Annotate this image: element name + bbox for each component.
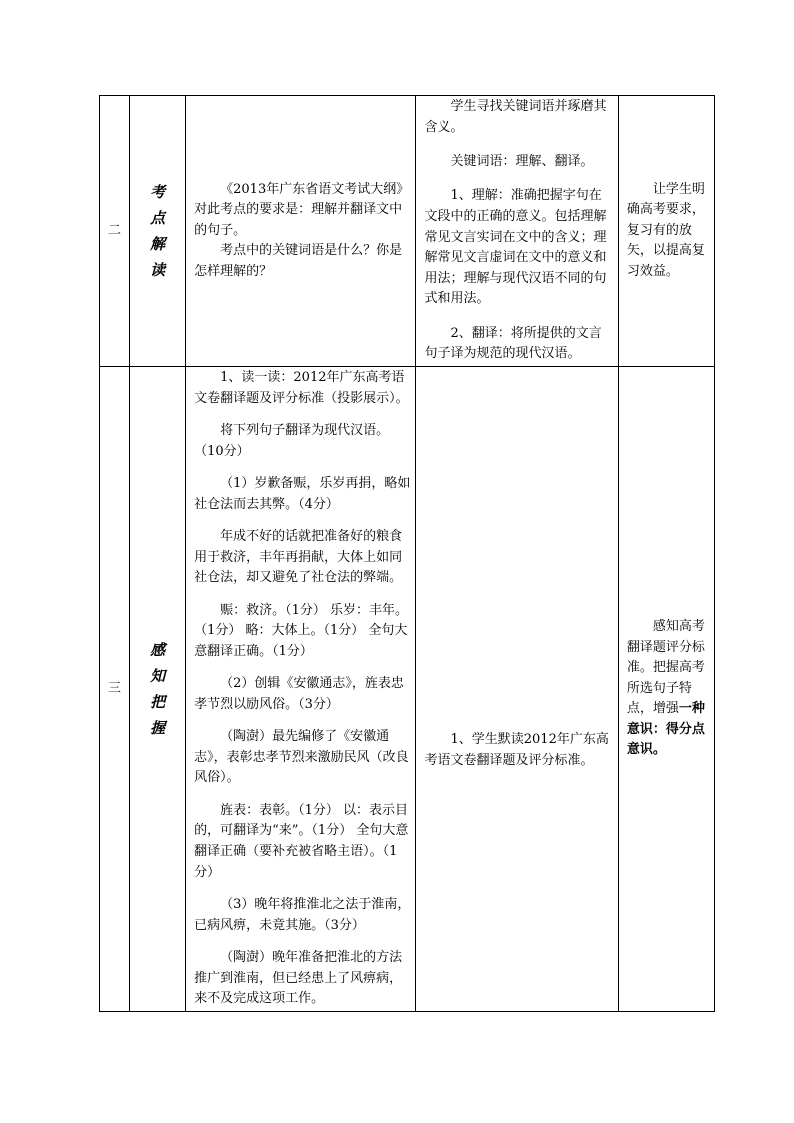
teaching-content-cell	[186, 367, 416, 1012]
purpose-text: 让学生明确高考要求，复习有的放矢，以提高复习效益。	[626, 181, 705, 279]
content-paragraph: 年成不好的话就把准备好的粮食用于救济，丰年再捐献，大体上如同社仓法，却又避免了社仓法的弊端。	[194, 529, 403, 586]
teaching-content-cell	[186, 96, 416, 367]
content-paragraph: 《2013年广东省语文考试大纲》对此考点的要求是：理解并翻译文中的句子。	[194, 181, 410, 238]
purpose-text-plain: 感知高考翻译题评分标准。把握高考所选句子特点，增强	[626, 618, 705, 717]
content-paragraph: 赈：救济。（1分） 乐岁：丰年。（1分） 略：大体上。（1分） 全句大意翻译正确。（1分）	[194, 602, 409, 659]
content-paragraph: 考点中的关键词语是什么？你是怎样理解的？	[194, 243, 403, 279]
step-topic-label: 感知把握	[150, 641, 166, 737]
step-topic	[130, 367, 186, 1012]
student-paragraph: 1、学生默读2012年广东高考语文卷翻译题及评分标准。	[424, 732, 609, 768]
content-paragraph: 1、读一读：2012年广东高考语文卷翻译题及评分标准（投影展示）。	[194, 370, 409, 406]
content-paragraph: （1）岁歉备赈，乐岁再捐，略如社仓法而去其弊。（4分）	[194, 476, 411, 512]
table-row	[100, 96, 715, 367]
content-paragraph: （2）创辑《安徽通志》，旌表忠孝节烈以励风俗。（3分）	[194, 676, 404, 712]
student-paragraph: 关键词语：理解、翻译。	[450, 154, 594, 169]
student-paragraph: 2、翻译：将所提供的文言句子译为规范的现代汉语。	[424, 325, 602, 362]
design-purpose-cell	[618, 96, 714, 367]
student-activity-cell	[416, 96, 618, 367]
student-paragraph: 学生寻找关键词语并琢磨其含义。	[424, 99, 607, 135]
lesson-plan-table	[99, 95, 715, 1012]
step-topic-label: 考点解读	[150, 183, 166, 279]
table-row	[100, 367, 715, 1012]
content-paragraph: 旌表：表彰。（1分） 以：表示目的，可翻译为“来”。（1分） 全句大意翻译正确（要补充被省略主语）。（1分）	[194, 802, 409, 880]
step-number: 三	[100, 367, 130, 1012]
step-topic	[130, 96, 186, 367]
step-number: 二	[100, 96, 130, 367]
design-purpose-cell	[618, 367, 714, 1012]
content-paragraph: （陶澍）晚年准备把淮北的方法推广到淮南，但已经患上了风痹病，来不及完成这项工作。	[194, 950, 403, 1007]
purpose-text-bold: 一种意识：得分点意识。	[626, 701, 705, 758]
student-paragraph: 1、理解：准确把握字句在文段中的正确的意义。包括理解常见文言实词在文中的含义；理解常见文言虚词在文中的意义和用法；理解与现代汉语不同的句式和用法。	[424, 188, 607, 307]
purpose-text	[627, 617, 709, 761]
content-paragraph: （陶澍）最先编修了《安徽通志》，表彰忠孝节烈来激励民风（改良风俗）。	[194, 729, 409, 786]
content-paragraph: 将下列句子翻译为现代汉语。（10分）	[194, 423, 390, 459]
student-activity-cell	[416, 367, 618, 1012]
content-paragraph: （3）晚年将推淮北之法于淮南，已病风痹，未竟其施。（3分）	[194, 897, 411, 933]
